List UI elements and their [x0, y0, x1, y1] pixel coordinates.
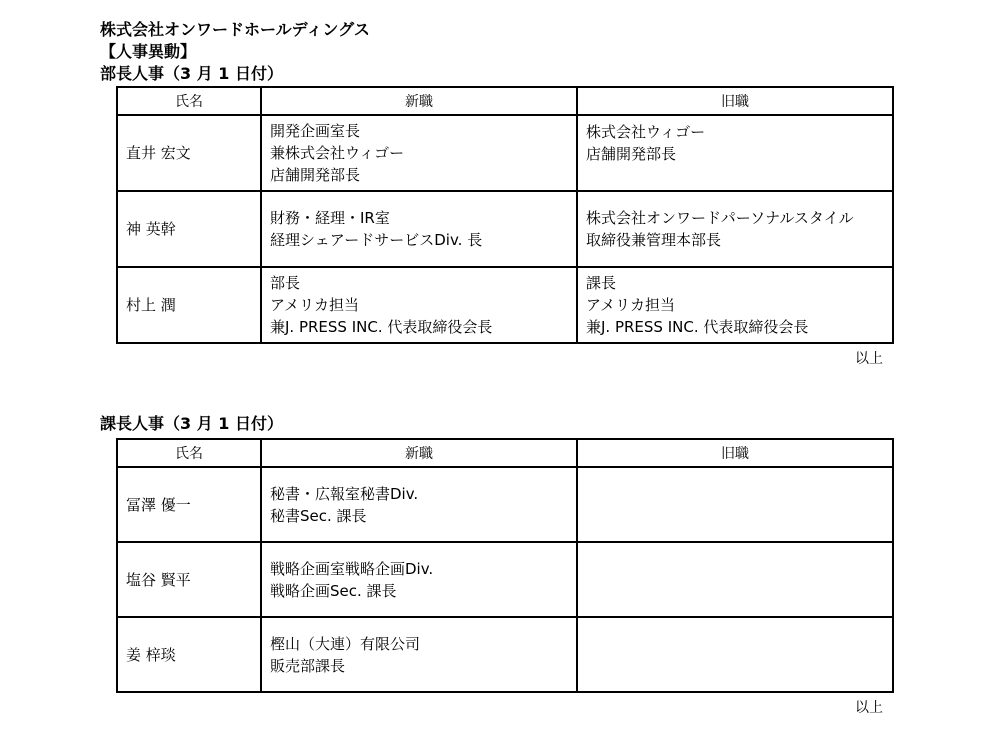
new-position-line: 部長 — [270, 274, 301, 292]
person-name: 冨澤 優一 — [117, 467, 261, 542]
person-name: 村上 潤 — [117, 267, 261, 343]
old-position-line: 課長 — [586, 274, 617, 292]
column-header-name: 氏名 — [117, 439, 261, 467]
new-position-line: 販売部課長 — [270, 656, 346, 675]
column-header-name: 氏名 — [117, 87, 261, 115]
column-header-old-position: 旧職 — [577, 87, 893, 115]
new-position-cell — [261, 542, 577, 617]
manager-appointments-table — [116, 86, 894, 344]
column-header-new-position: 新職 — [261, 439, 577, 467]
table-row — [117, 542, 893, 617]
new-position-line: アメリカ担当 — [270, 296, 359, 314]
old-position-cell — [577, 267, 893, 343]
table-row — [117, 617, 893, 692]
table-row — [117, 467, 893, 542]
new-position-line: 兼株式会社ウィゴー — [270, 144, 405, 162]
person-name: 直井 宏文 — [117, 115, 261, 191]
new-position-cell — [261, 115, 577, 191]
new-position-line: 戦略企画Sec. 課長 — [270, 581, 397, 600]
old-position-cell — [577, 115, 893, 191]
new-position-cell — [261, 467, 577, 542]
new-position-line: 開発企画室長 — [270, 122, 361, 140]
old-position-cell — [577, 467, 893, 542]
table-row — [117, 191, 893, 267]
new-position-cell — [261, 191, 577, 267]
old-position-cell — [577, 617, 893, 692]
new-position-cell — [261, 617, 577, 692]
new-position-line: 財務・経理・IR室 — [270, 209, 390, 227]
closing-mark: 以上 — [855, 351, 883, 367]
column-header-old-position: 旧職 — [577, 439, 893, 467]
new-position-cell — [261, 267, 577, 343]
table-header-row — [117, 87, 893, 115]
table-header-row — [117, 439, 893, 467]
column-header-new-position: 新職 — [261, 87, 577, 115]
person-name: 塩谷 賢平 — [117, 542, 261, 617]
person-name: 姜 梓琰 — [117, 617, 261, 692]
new-position-line: 店舗開発部長 — [270, 166, 361, 184]
company-name: 株式会社オンワードホールディングス — [100, 20, 370, 39]
old-position-cell — [577, 542, 893, 617]
old-position-line: 店舗開発部長 — [586, 145, 677, 163]
closing-mark: 以上 — [855, 700, 883, 716]
old-position-line: アメリカ担当 — [586, 296, 675, 314]
section-chief-appointments-table — [116, 438, 894, 693]
new-position-line: 秘書・広報室秘書Div. — [270, 484, 419, 503]
person-name: 神 英幹 — [117, 191, 261, 267]
old-position-line: 株式会社ウィゴー — [586, 123, 706, 141]
section-title-managers: 部長人事（3 月 1 日付） — [100, 64, 283, 83]
new-position-line: 経理シェアードサービスDiv. 長 — [270, 231, 483, 249]
old-position-line: 取締役兼管理本部長 — [586, 231, 722, 249]
new-position-line: 樫山（大連）有限公司 — [270, 634, 421, 653]
notice-title: 【人事異動】 — [100, 42, 197, 61]
new-position-line: 戦略企画室戦略企画Div. — [270, 559, 434, 578]
section-title-section-chiefs: 課長人事（3 月 1 日付） — [100, 414, 283, 433]
old-position-cell — [577, 191, 893, 267]
new-position-line: 秘書Sec. 課長 — [270, 506, 367, 525]
new-position-line: 兼J. PRESS INC. 代表取締役会長 — [270, 318, 493, 336]
old-position-line: 兼J. PRESS INC. 代表取締役会長 — [586, 318, 809, 336]
table-row — [117, 115, 893, 191]
table-row — [117, 267, 893, 343]
old-position-line: 株式会社オンワードパーソナルスタイル — [586, 209, 854, 227]
